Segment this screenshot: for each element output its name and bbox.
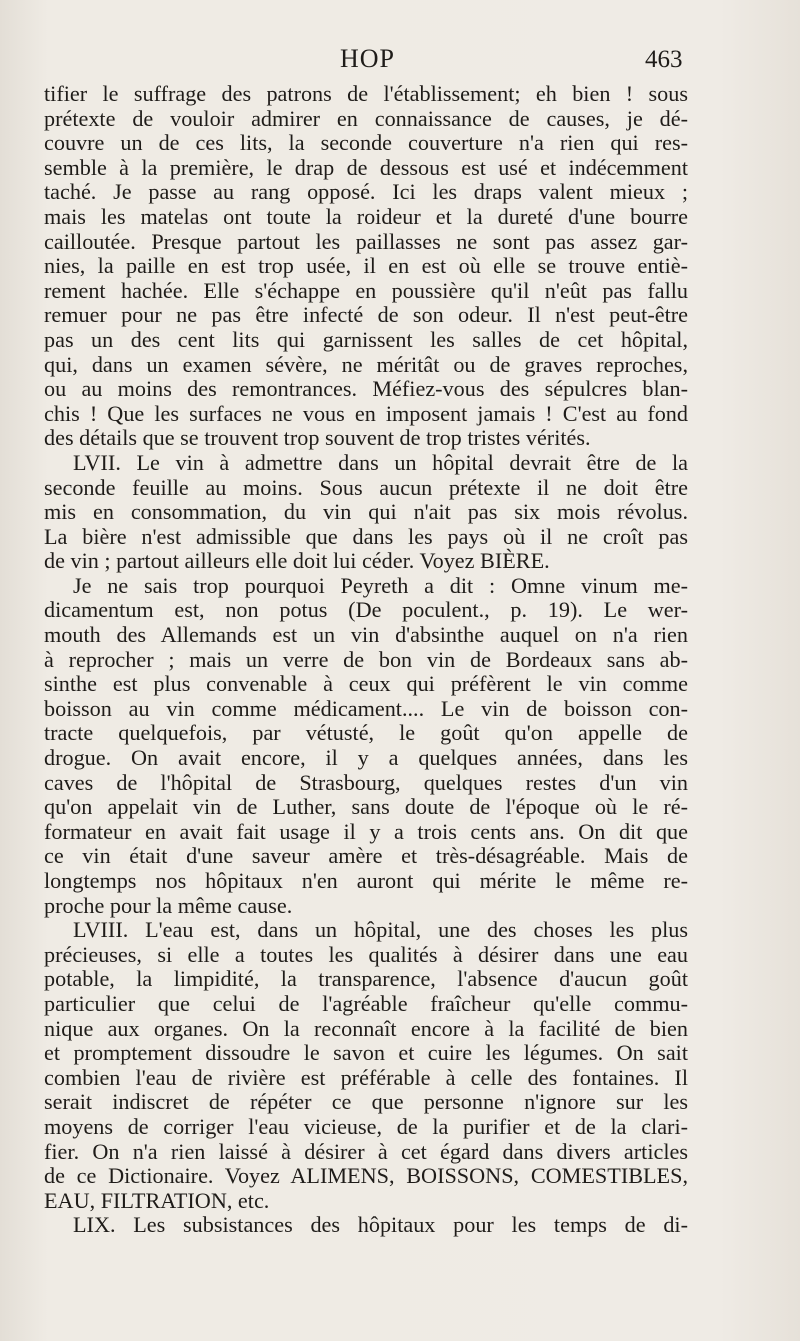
text-line: tifier le suffrage des patrons de l'établissement; eh bien ! sous	[44, 81, 688, 106]
paragraph-peyreth	[44, 574, 688, 918]
paragraph-cont	[44, 82, 688, 451]
text-line: pas un des cent lits qui garnissent les salles de cet hôpital,	[44, 326, 688, 352]
text-line: cailloutée. Presque partout les paillasses ne sont pas assez gar-	[44, 228, 688, 254]
text-line: de vin ; partout ailleurs elle doit lui céder. Voyez BIÈRE.	[44, 548, 550, 574]
page-header	[0, 44, 800, 84]
text-line: LIX. Les subsistances des hôpitaux pour les temps de di-	[73, 1212, 688, 1238]
text-line: potable, la limpidité, la transparence, l'absence d'aucun goût	[44, 966, 688, 992]
text-line: couvre un de ces lits, la seconde couverture n'a rien qui res-	[44, 130, 688, 156]
text-line: semble à la première, le drap de dessous est usé et indécemment	[44, 154, 688, 180]
text-line: Je ne sais trop pourquoi Peyreth a dit : Omne vinum me-	[73, 572, 688, 598]
text-line: mais les matelas ont toute la roideur et la dureté d'une bourre	[44, 203, 688, 229]
text-line: combien l'eau de rivière est préférable à celle des fontaines. Il	[44, 1064, 688, 1090]
paragraph-lviii	[44, 918, 688, 1213]
text-line: formateur en avait fait usage il y a trois cents ans. On dit que	[44, 818, 688, 844]
text-line: et promptement dissoudre le savon et cuire les légumes. On sait	[44, 1040, 688, 1066]
text-line: à reprocher ; mais un verre de bon vin de Bordeaux sans ab-	[44, 646, 688, 672]
text-line: chis ! Que les surfaces ne vous en imposent jamais ! C'est au fond	[44, 400, 688, 426]
text-line: particulier que celui de l'agréable fraîcheur qu'elle commu-	[44, 990, 688, 1016]
paragraph-lvii	[44, 451, 688, 574]
text-line: drogue. On avait encore, il y a quelques années, dans les	[44, 745, 688, 771]
text-line: nique aux organes. On la reconnaît encore à la facilité de bien	[44, 1015, 688, 1041]
body-text	[44, 82, 688, 1238]
text-line: LVII. Le vin à admettre dans un hôpital devrait être de la	[73, 449, 688, 475]
text-line: fier. On n'a rien laissé à désirer à cet égard dans divers articles	[44, 1138, 688, 1164]
text-line: de ce Dictionaire. Voyez ALIMENS, BOISSONS, COMESTIBLES,	[44, 1163, 688, 1189]
text-line: serait indiscret de répéter ce que personne n'ignore sur les	[44, 1089, 688, 1115]
text-line: ce vin était d'une saveur amère et très-désagréable. Mais de	[44, 843, 688, 869]
text-line: LVIII. L'eau est, dans un hôpital, une des choses les plus	[73, 917, 688, 943]
text-line: dicamentum est, non potus (De poculent., p. 19). Le wer-	[44, 597, 688, 623]
text-line: tracte quelquefois, par vétusté, le goût qu'on appelle de	[44, 720, 688, 746]
text-line: qui, dans un examen sévère, ne méritât ou de graves reproches,	[44, 351, 688, 377]
text-line: ou au moins des remontrances. Méfiez-vous des sépulcres blan-	[44, 376, 688, 402]
text-line: remuer pour ne pas être infecté de son odeur. Il n'est peut-être	[44, 302, 688, 328]
text-line: qu'on appelait vin de Luther, sans doute de l'époque où le ré-	[44, 794, 688, 820]
running-head: HOP	[340, 44, 396, 73]
text-line: nies, la paille en est trop usée, il en est où elle se trouve entiè-	[44, 253, 688, 279]
text-line: La bière n'est admissible que dans les pays où il ne croît pas	[44, 523, 688, 549]
text-line: mis en consommation, du vin qui n'ait pas six mois révolus.	[44, 499, 688, 525]
paragraph-lix	[44, 1213, 688, 1238]
text-line: sinthe est plus convenable à ceux qui préfèrent le vin comme	[44, 671, 688, 697]
text-line: moyens de corriger l'eau vicieuse, de la purifier et de la clari-	[44, 1113, 688, 1139]
text-line: seconde feuille au moins. Sous aucun prétexte il ne doit être	[44, 474, 688, 500]
text-line: rement hachée. Elle s'échappe en poussière qu'il n'eût pas fallu	[44, 277, 688, 303]
text-line: caves de l'hôpital de Strasbourg, quelques restes d'un vin	[44, 769, 688, 795]
text-line: mouth des Allemands est un vin d'absinthe auquel on n'a rien	[44, 622, 688, 648]
page-number: 463	[645, 46, 683, 73]
text-line: proche pour la même cause.	[44, 892, 293, 918]
text-line: des détails que se trouvent trop souvent de trop tristes vérités.	[44, 425, 591, 451]
text-line: prétexte de vouloir admirer en connaissance de causes, je dé-	[44, 105, 688, 131]
text-line: précieuses, si elle a toutes les qualités à désirer dans une eau	[44, 941, 688, 967]
text-line: boisson au vin comme médicament.... Le vin de boisson con-	[44, 695, 688, 721]
text-line: taché. Je passe au rang opposé. Ici les draps valent mieux ;	[44, 179, 688, 205]
text-line: longtemps nos hôpitaux n'en auront qui mérite le même re-	[44, 868, 688, 893]
text-line: EAU, FILTRATION, etc.	[44, 1187, 270, 1213]
